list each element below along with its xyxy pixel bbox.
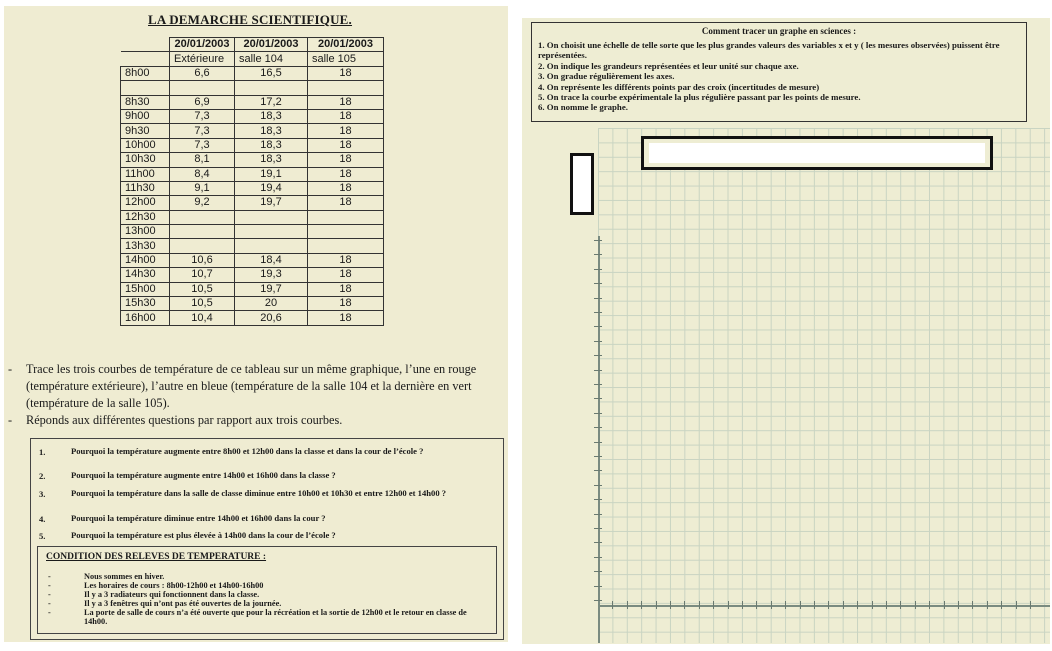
x-axis-tick [684,601,685,609]
temperature-cell: 18 [308,297,384,311]
time-cell: 8h30 [121,95,170,109]
temperature-cell [170,81,235,95]
table-row [121,282,384,296]
x-axis-tick [800,601,801,609]
temperature-cell: 18,3 [235,124,308,138]
temperature-cell: 9,1 [170,181,235,195]
temperature-cell: 18 [308,282,384,296]
temperature-cell: 19,7 [235,196,308,210]
y-axis-tick [594,499,602,500]
howto-step: 4. On représente les différents points par des croix (incertitudes de mesure) [538,81,820,92]
x-axis-tick [670,601,671,609]
table-header-row [121,52,384,66]
page-title: LA DEMARCHE SCIENTIFIQUE. [148,12,353,27]
temperature-cell: 18 [308,153,384,167]
instruction-item: - Réponds aux différentes questions par rapport aux trois courbes. [8,413,343,427]
table-row [121,268,384,282]
table-row [121,311,384,325]
table-row [121,297,384,311]
howto-step: 3. On gradue régulièrement les axes. [538,71,675,82]
temperature-cell: 8,4 [170,167,235,181]
time-cell: 13h30 [121,239,170,253]
y-axis-tick [594,542,602,543]
x-axis-tick [929,601,930,609]
y-axis-tick [594,528,602,529]
temperature-cell: 18 [308,268,384,282]
temperature-cell: 18 [308,95,384,109]
time-cell: 16h00 [121,311,170,325]
x-axis-tick [785,601,786,609]
y-axis-tick [594,442,602,443]
y-axis-tick [594,254,602,255]
temperature-cell: 18 [308,196,384,210]
temperature-cell [308,81,384,95]
x-axis-tick [944,601,945,609]
temperature-cell [170,239,235,253]
table-header-cell: 20/01/2003 [235,38,308,52]
table-header-cell: salle 104 [235,52,308,66]
table-row [121,124,384,138]
time-cell: 15h30 [121,297,170,311]
x-axis-tick [958,601,959,609]
temperature-cell: 18 [308,109,384,123]
howto-step: 5. On trace la courbe expérimentale la plus régulière passant par les points de mesure. [538,92,861,103]
howto-steps [538,40,1026,113]
graph-title-box [641,136,993,170]
temperature-cell: 19,7 [235,282,308,296]
x-axis-tick [656,601,657,609]
time-cell: 10h30 [121,153,170,167]
table-header-cell: 20/01/2003 [170,38,235,52]
temperature-cell: 18,4 [235,253,308,267]
time-cell: 9h30 [121,124,170,138]
time-cell: 15h00 [121,282,170,296]
x-axis-tick [900,601,901,609]
y-axis-tick [594,341,602,342]
x-axis-tick [742,601,743,609]
temperature-cell: 18 [308,124,384,138]
x-axis-tick [872,601,873,609]
instruction-item: - Trace les trois courbes de température de ce tableau sur un même graphique, l’une en rouge (température extérieure), l’autre en bleue (température de la salle 104 et la dernière en vert (température de la salle 105). [8,362,477,410]
table-row [121,181,384,195]
y-axis-tick [594,298,602,299]
y-axis-tick [594,312,602,313]
temperature-cell: 7,3 [170,138,235,152]
howto-step: 2. On indique les grandeurs représentées et leur unité sur chaque axe. [538,60,799,71]
y-axis-tick [594,470,602,471]
time-cell [121,81,170,95]
x-axis-tick [713,601,714,609]
x-axis-tick [1016,601,1017,609]
temperature-cell: 20,6 [235,311,308,325]
y-axis-tick [594,600,602,601]
x-axis-tick [699,601,700,609]
temperature-cell: 16,5 [235,66,308,80]
x-axis-tick [814,601,815,609]
table-row [121,225,384,239]
x-axis-tick [728,601,729,609]
x-axis-tick [627,601,628,609]
y-axis-tick [594,586,602,587]
y-axis-tick [594,398,602,399]
x-axis-tick [886,601,887,609]
temperature-cell: 18 [308,181,384,195]
temperature-cell [308,239,384,253]
table-row [121,95,384,109]
time-cell: 10h00 [121,138,170,152]
temperature-table [120,37,384,326]
x-axis-tick [756,601,757,609]
table-header-cell: 20/01/2003 [308,38,384,52]
y-axis-label-box [570,153,594,215]
temperature-cell: 10,4 [170,311,235,325]
temperature-cell: 9,2 [170,196,235,210]
temperature-cell [170,225,235,239]
y-axis-tick [594,269,602,270]
x-axis-tick [612,601,613,609]
temperature-cell [308,210,384,224]
temperature-cell: 7,3 [170,124,235,138]
conditions-box: CONDITION DES RELEVES DE TEMPERATURE : - Nous sommes en hiver. - Les horaires de cours : 8h00-12h00 et 14h00-16h00 - Il y a 3 radiateurs qui fonctionnent dans la classe. - Il y a 3 fenêtres qui n’ont pas été ouvertes de la journée. - La porte de salle de cours n’a été ouverte que pour la récréation et la sortie de 12h00 et le retour en classe de 14h00. [37,546,497,634]
time-cell: 9h00 [121,109,170,123]
questions-box: 1. Pourquoi la température augmente entre 8h00 et 12h00 dans la classe et dans la cour de l’école ? 2. Pourquoi la température augmente entre 14h00 et 16h00 dans la classe ? 3. Pourquoi la température dans la salle de classe diminue entre 10h00 et 10h30 et entre 12h00 et 14h00 ? 4. Pourquoi la température diminue entre 14h00 et 16h00 dans la cour ? 5. Pourquoi la température est plus élevée à 14h00 dans la cour de l’école ? CONDITION DES RELEVES DE TEMPERATURE : - Nous sommes en hiver. - Les horaires de cours : 8h00-12h00 et 14h00-16h00 - Il y a 3 radiateurs qui fonctionnent dans la classe. - Il y a 3 fenêtres qui n’ont pas été ouvertes de la journée. - La porte de salle de cours n’a été ouverte que pour la récréation et la sortie de 12h00 et le retour en classe de 14h00. [30,438,504,640]
table-row [121,167,384,181]
table-row [121,109,384,123]
temperature-cell: 18,3 [235,153,308,167]
temperature-cell [235,210,308,224]
temperature-cell: 19,4 [235,181,308,195]
time-cell: 13h00 [121,225,170,239]
temperature-cell: 10,6 [170,253,235,267]
temperature-cell: 6,9 [170,95,235,109]
y-axis-tick [594,283,602,284]
temperature-cell [235,225,308,239]
howto-step: 6. On nomme le graphe. [538,102,628,113]
y-axis-tick [594,413,602,414]
x-axis-tick [828,601,829,609]
x-axis-tick [972,601,973,609]
table-row [121,66,384,80]
temperature-cell: 6,6 [170,66,235,80]
table-row [121,239,384,253]
table-header-cell: Extérieure [170,52,235,66]
time-cell: 11h00 [121,167,170,181]
table-header-cell: salle 105 [308,52,384,66]
temperature-cell: 20 [235,297,308,311]
temperature-cell: 18,3 [235,138,308,152]
temperature-cell: 10,5 [170,282,235,296]
howto-title: Comment tracer un graphe en sciences : [701,26,857,36]
y-axis-tick [594,427,602,428]
y-axis-tick [594,514,602,515]
y-axis-tick [594,557,602,558]
temperature-cell [308,225,384,239]
time-cell: 12h30 [121,210,170,224]
temperature-cell [170,210,235,224]
x-axis-tick [771,601,772,609]
x-axis-tick [641,601,642,609]
time-cell: 11h30 [121,181,170,195]
temperature-cell: 10,5 [170,297,235,311]
x-axis-tick [915,601,916,609]
howto-step: 1. On choisit une échelle de telle sorte que les plus grandes valeurs des variables x et y ( les mesures observées) puissent être représentées. [538,40,1000,61]
graph-paper-grid [598,128,1050,643]
table-row [121,253,384,267]
conditions-title: CONDITION DES RELEVES DE TEMPERATURE : [46,552,267,562]
temperature-cell: 8,1 [170,153,235,167]
temperature-cell: 17,2 [235,95,308,109]
x-axis-tick [857,601,858,609]
temperature-cell: 7,3 [170,109,235,123]
temperature-cell: 18 [308,138,384,152]
temperature-cell: 18 [308,167,384,181]
temperature-cell: 18 [308,311,384,325]
temperature-cell: 19,1 [235,167,308,181]
x-axis-tick [987,601,988,609]
graph-howto-box [531,22,1027,122]
temperature-cell: 18 [308,66,384,80]
graph-x-axis [598,605,1050,607]
time-cell: 14h30 [121,268,170,282]
x-axis-tick [843,601,844,609]
temperature-cell: 18,3 [235,109,308,123]
y-axis-tick [594,571,602,572]
temperature-cell: 18 [308,253,384,267]
time-cell: 8h00 [121,66,170,80]
time-cell: 12h00 [121,196,170,210]
table-header-row [121,38,384,52]
y-axis-tick [594,326,602,327]
temperature-cell: 10,7 [170,268,235,282]
y-axis-tick [594,384,602,385]
temperature-cell [235,81,308,95]
y-axis-tick [594,485,602,486]
y-axis-tick [594,370,602,371]
y-axis-tick [594,456,602,457]
temperature-cell [235,239,308,253]
table-row [121,210,384,224]
time-cell: 14h00 [121,253,170,267]
y-axis-tick [594,355,602,356]
x-axis-tick [1001,601,1002,609]
table-row [121,81,384,95]
table-row [121,138,384,152]
x-axis-tick [1030,601,1031,609]
y-axis-tick [594,240,602,241]
instructions [8,361,504,429]
temperature-cell: 19,3 [235,268,308,282]
table-row [121,196,384,210]
table-row [121,153,384,167]
